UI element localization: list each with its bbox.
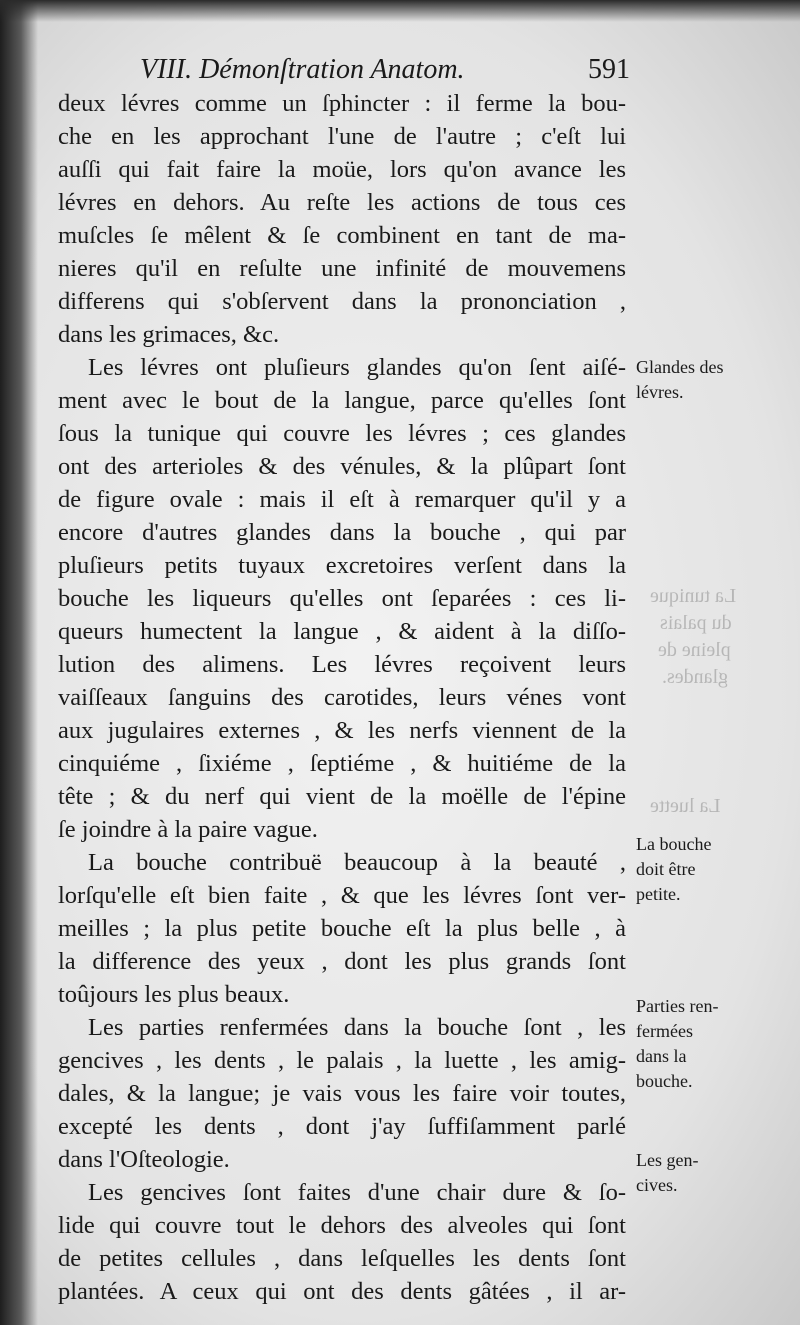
text-line: la difference des yeux , dont les plus grands ſont (58, 948, 626, 975)
text-line: che en les approchant l'une de l'autre ; c'eſt lui (58, 123, 626, 150)
text-line: muſcles ſe mêlent & ſe combinent en tant de ma- (58, 222, 626, 249)
running-title: VIII. Démonſtration Anatom. (140, 54, 465, 85)
bleed-through-text: glandes. (662, 666, 729, 688)
margin-note (636, 355, 796, 405)
text-line: toûjours les plus beaux. (58, 981, 290, 1008)
page-number: 591 (588, 54, 630, 85)
text-line: tête ; & du nerf qui vient de la moëlle de l'épine (58, 783, 626, 810)
text-line: meilles ; la plus petite bouche eſt la plus belle , à (58, 915, 626, 942)
margin-note-line: Glandes des (636, 357, 724, 377)
paragraph-first-line: La bouche contribuë beaucoup à la beauté , (88, 849, 626, 876)
margin-note (636, 1148, 796, 1198)
text-line: queurs humectent la langue , & aident à la diſſo- (58, 618, 626, 645)
bleed-through-text: La luette (650, 795, 721, 817)
text-line: dans les grimaces, &c. (58, 321, 280, 348)
text-line: ſous la tunique qui couvre les lévres ; ces glandes (58, 420, 626, 447)
text-line: nieres qu'il en reſulte une infinité de mouvemens (58, 255, 626, 282)
top-edge-shadow (0, 0, 800, 22)
bleed-through-text: du palais (660, 612, 732, 634)
text-line: excepté les dents , dont j'ay ſuffiſamment parlé (58, 1113, 626, 1140)
text-line: encore d'autres glandes dans la bouche , qui par (58, 519, 626, 546)
paragraph-first-line: Les gencives ſont faites d'une chair dure & ſo- (88, 1179, 626, 1206)
margin-note-line: fermées (636, 1021, 693, 1041)
text-line: lévres en dehors. Au reſte les actions de tous ces (58, 189, 626, 216)
text-line: gencives , les dents , le palais , la luette , les amig- (58, 1047, 626, 1074)
text-line: plantées. A ceux qui ont des dents gâtées , il ar- (58, 1278, 626, 1305)
binding-shadow (0, 0, 38, 1325)
paragraph-first-line: Les parties renfermées dans la bouche ſont , les (88, 1014, 626, 1041)
text-line: aux jugulaires externes , & les nerfs viennent de la (58, 717, 626, 744)
text-line: dales, & la langue; je vais vous les faire voir toutes, (58, 1080, 626, 1107)
bleed-through-text: La tunique (650, 585, 737, 607)
text-line: auſſi qui fait faire la moüe, lors qu'on avance les (58, 156, 626, 183)
margin-note-line: Parties ren- (636, 996, 719, 1016)
text-line: ont des arterioles & des vénules, & la plûpart ſont (58, 453, 626, 480)
margin-note-line: cives. (636, 1175, 678, 1195)
text-line: de petites cellules , dans leſquelles les dents ſont (58, 1245, 626, 1272)
text-line: lorſqu'elle eſt bien faite , & que les lévres ſont ver- (58, 882, 626, 909)
margin-note-line: lévres. (636, 382, 684, 402)
text-line: de figure ovale : mais il eſt à remarquer qu'il y a (58, 486, 626, 513)
margin-note (636, 994, 796, 1094)
text-line: pluſieurs petits tuyaux excretoires verſent dans la (58, 552, 626, 579)
bleed-through-text: pleine de (658, 639, 731, 661)
margin-note-line: doit être (636, 859, 696, 879)
margin-note-line: Les gen- (636, 1150, 699, 1170)
text-line: cinquiéme , ſixiéme , ſeptiéme , & huitiéme de la (58, 750, 626, 777)
margin-note-line: La bouche (636, 834, 712, 854)
text-line: differens qui s'obſervent dans la prononciation , (58, 288, 626, 315)
text-line: ſe joindre à la paire vague. (58, 816, 318, 843)
margin-note (636, 832, 796, 907)
text-line: ment avec le bout de la langue, parce qu'elles ſont (58, 387, 626, 414)
margin-note-line: dans la (636, 1046, 687, 1066)
margin-note-line: bouche. (636, 1071, 693, 1091)
text-line: deux lévres comme un ſphincter : il ferme la bou- (58, 90, 626, 117)
margin-note-line: petite. (636, 884, 681, 904)
paragraph-first-line: Les lévres ont pluſieurs glandes qu'on ſent aiſé- (88, 354, 626, 381)
text-line: dans l'Oſteologie. (58, 1146, 230, 1173)
text-line: lide qui couvre tout le dehors des alveoles qui ſont (58, 1212, 626, 1239)
text-line: vaiſſeaux ſanguins des carotides, leurs vénes vont (58, 684, 626, 711)
text-line: lution des alimens. Les lévres reçoivent leurs (58, 651, 626, 678)
text-line: bouche les liqueurs qu'elles ont ſeparées : ces li- (58, 585, 626, 612)
